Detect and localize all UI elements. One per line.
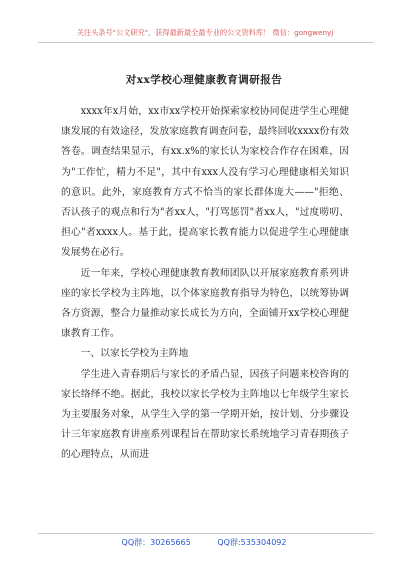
header-divider [38,42,374,43]
paragraph: 学生进入青春期后与家长的矛盾凸显，因孩子问题来校咨询的家长络绎不绝。据此，我校以家长学校为主阵地以七年级学生家长为主要服务对象，从学生入学的第一学期开始，按计划、分步骤设计三年家庭教育讲座系列课程旨在帮助家长系统地学习青春期孩子的心理特点，从而进 [61,368,349,461]
footer-note [0,537,408,548]
paragraph: xxxx年x月始，xx市xx学校开始探索家校协同促进学生心理健康发展的有效途径，发放家庭教育调查问卷，最终回收xxxx份有效答卷。调查结果显示，有xx.x%的家长认为家校合作存在困难，因为"工作忙，精力不足"，其中有xxx人没有学习心理健康相关知识的意识。此外，家庭教育方式不恰当的家长群体庞大——"拒绝、否认孩子的观点和行为"者xx人，"打骂惩罚"者xx人，"过度唠叨、担心"者xxxx人。基于此，提高家长教育能力以促进学生心理健康发展势在必行。 [61,106,349,259]
document-body [61,102,349,466]
section-heading: 一、以家长学校为主阵地 [80,348,189,360]
header-note: 关注头条号"公文研究"，获得最新最全最专业的公文资料库！ 微信：gongwenyj [76,28,334,37]
footer-divider [38,533,374,534]
document-title: 对xx学校心理健康教育调研报告 [125,74,283,86]
paragraph: 近一年来，学校心理健康教育教师团队以开展家庭教育系列讲座的家长学校为主阵地，以个体家庭教育指导为特色，以统筹协调各方资源，整合力量推动家长成长为方向，全面铺开xx学校心理健康教育工作。 [61,267,349,340]
qq-group-1: QQ群：30265665 [121,538,191,547]
qq-group-2: QQ群:535304092 [217,538,287,547]
